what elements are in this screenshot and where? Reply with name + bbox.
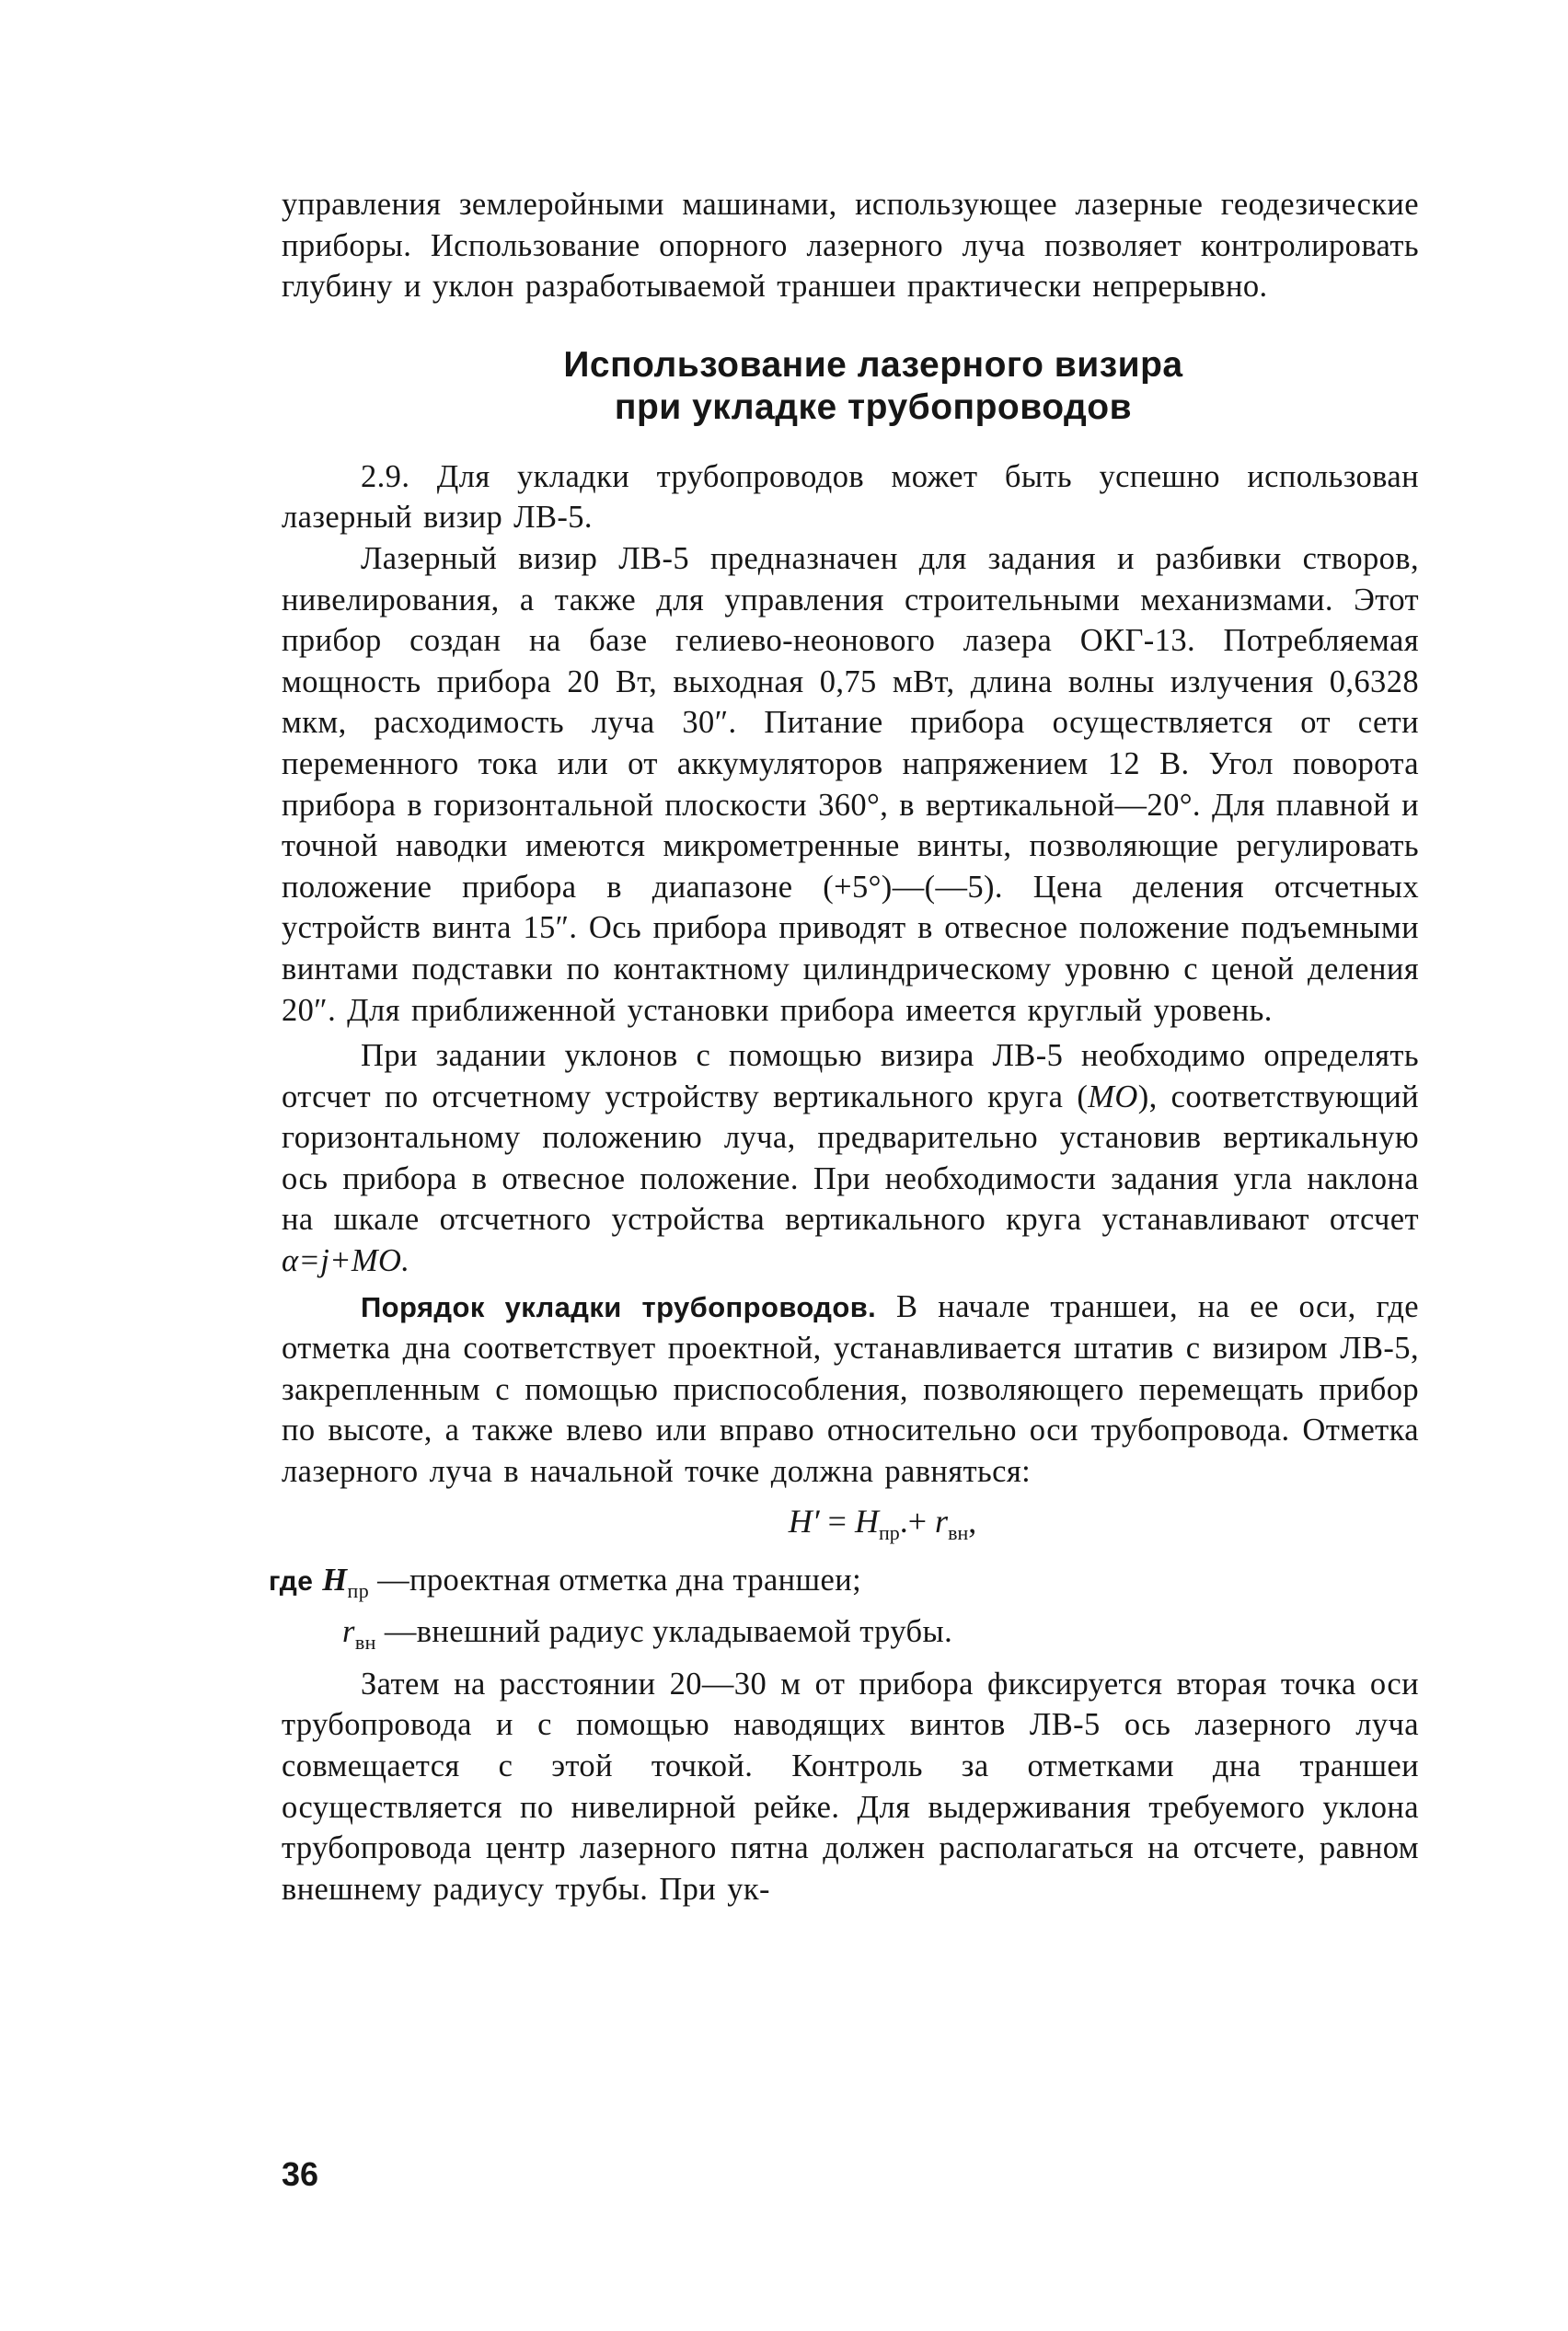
definition-sub: вн bbox=[354, 1631, 376, 1655]
section-heading-line2: при укладке трубопроводов bbox=[614, 387, 1133, 427]
definition-h bbox=[269, 1560, 1419, 1611]
formula-h-sub: пр bbox=[878, 1520, 900, 1544]
order-bold-lead: Порядок укладки трубопроводов. bbox=[361, 1290, 877, 1323]
formula-comma: , bbox=[968, 1502, 977, 1540]
slopes-text2: ), соответствующий горизонтальному положению луча, предварительно установив вертикальную ось прибора в отвесное положение. При необходимости задания угла наклона на шкале отсчетного устройства вертикального круга устанавливают отсчет bbox=[282, 1079, 1419, 1238]
paragraph-slopes bbox=[282, 1035, 1419, 1282]
definition-desc: внешний радиус укладываемой трубы. bbox=[416, 1614, 953, 1650]
definition-term bbox=[269, 1560, 410, 1611]
formula-h: H bbox=[854, 1502, 879, 1540]
formula-plus: .+ bbox=[899, 1502, 936, 1540]
definition-where: где bbox=[269, 1565, 314, 1597]
slopes-mo: МО bbox=[1088, 1079, 1138, 1114]
definition-dash: — bbox=[375, 1614, 417, 1650]
intro-paragraph: управления землеройными машинами, использующее лазерные геодезические приборы. Использование опорного лазерного луча позволяет контролировать глубину и уклон разработываемой траншеи практически непрерывно. bbox=[282, 187, 1419, 305]
definition-term bbox=[282, 1611, 417, 1663]
formula-r: r bbox=[935, 1502, 949, 1540]
slopes-text: При задании уклонов с помощью визира ЛВ-5 необходимо определять отсчет по отсчетному устройству вертикального круга ( bbox=[282, 1038, 1419, 1114]
page-body bbox=[269, 184, 1419, 1910]
page-number: 36 bbox=[282, 2155, 319, 2193]
definition-r bbox=[282, 1611, 1419, 1663]
paragraph-then: Затем на расстоянии 20—30 м от прибора фиксируется вторая точка оси трубопровода и с помощью наводящих винтов ЛВ-5 ось лазерного луча совмещается с этой точкой. Контроль за отметками дна траншеи осуществляется по нивелирной рейке. Для выдерживания требуемого уклона трубопровода центр лазерного пятна должен располагаться на отсчете, равном внешнему радиусу трубы. При ук- bbox=[282, 1666, 1419, 1907]
slopes-formula: α=j+MO. bbox=[282, 1243, 410, 1279]
formula-eq: = bbox=[819, 1502, 855, 1540]
definition-sub: пр bbox=[347, 1578, 370, 1602]
paragraph-order bbox=[282, 1287, 1419, 1493]
paragraph-2-9: 2.9. Для укладки трубопроводов может быть успешно использован лазерный визир ЛВ-5. bbox=[282, 458, 1419, 536]
formula-r-sub: вн bbox=[948, 1520, 969, 1544]
formula-lhs: H′ bbox=[788, 1502, 820, 1540]
definition-dash: — bbox=[369, 1562, 410, 1598]
main-formula bbox=[282, 1494, 1419, 1560]
section-heading-line1: Использование лазерного визира bbox=[563, 344, 1183, 385]
definition-desc: проектная отметка дна траншеи; bbox=[409, 1562, 862, 1598]
definition-symbol: H bbox=[322, 1562, 348, 1598]
order-text: В начале траншеи, на ее оси, где отметка дна соответствует проектной, устанавливается штатив с визиром ЛВ-5, закрепленным с помощью приспособления, позволяющего перемещать прибор по высоте, а также влево или вправо относительно оси трубопровода. Отметка лазерного луча в начальной точке должна равняться: bbox=[282, 1288, 1419, 1490]
definition-symbol: r bbox=[342, 1614, 355, 1650]
paragraph-lv5-description: Лазерный визир ЛВ-5 предназначен для задания и разбивки створов, нивелирования, а также для управления строительными механизмами. Этот прибор создан на базе гелиево-неонового лазера ОКГ-13. Потребляемая мощность прибора 20 Вт, выходная 0,75 мВт, длина волны излучения 0,6328 мкм, расходимость луча 30″. Питание прибора осуществляется от сети переменного тока или от аккумуляторов напряжением 12 В. Угол поворота прибора в горизонтальной плоскости 360°, в вертикальной—20°. Для плавной и точной наводки имеются микрометренные винты, позволяющие регулировать положение прибора в диапазоне (+5°)—(—5). Цена деления отсчетных устройств винта 15″. Ось прибора приводят в отвесное положение подъемными винтами подставки по контактному цилиндрическому уровню с ценой деления 20″. Для приближенной установки прибора имеется круглый уровень. bbox=[282, 540, 1419, 1028]
